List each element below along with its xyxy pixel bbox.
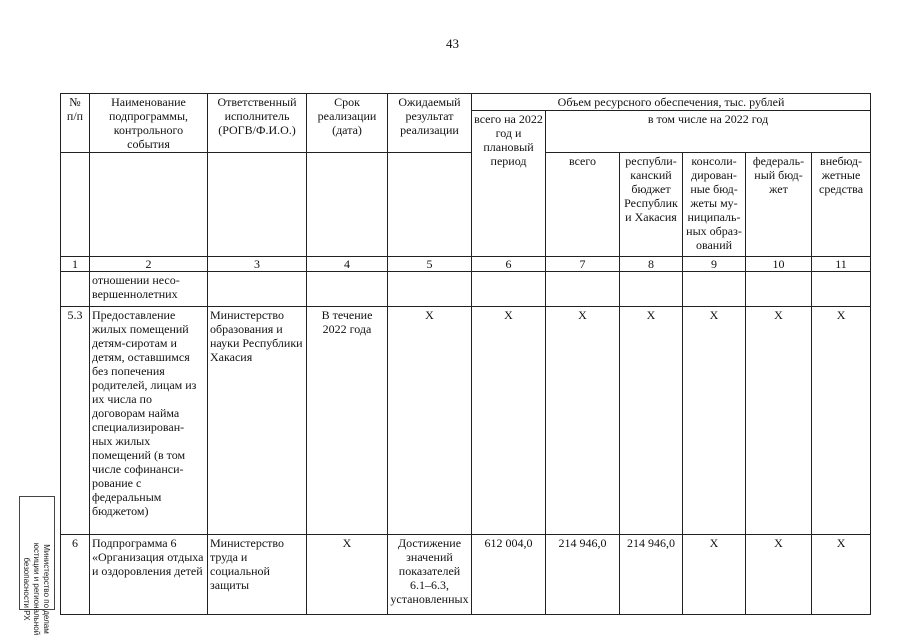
col-header-extrabudget: внебюд- жетные средства [812, 153, 871, 257]
col-header-incl-2022: в том числе на 2022 год [546, 111, 871, 153]
row-term: X [307, 535, 388, 615]
page-number: 43 [446, 36, 459, 51]
row-term [307, 272, 388, 307]
header-row-3 [61, 153, 871, 257]
row-consolidated [683, 272, 746, 307]
row-name: Подпрограмма 6 «Организация отдыха и оздоровления детей [90, 535, 208, 615]
col-header-sub-total: всего [546, 153, 620, 257]
column-number: 9 [683, 257, 746, 272]
row-extrabudget: X [812, 535, 871, 615]
row-name: Предоставление жилых помещений детям-сиротам и детям, оставшимся без попечения родителей, лицам из их числа по договорам найма специализирован- ных жилых помещений (в том числе софинанси- рование с федеральным бюджетом) [90, 307, 208, 535]
column-number: 8 [620, 257, 683, 272]
table-row [61, 272, 871, 307]
col-header-executor: Ответственный исполнитель (РОГВ/Ф.И.О.) [208, 94, 307, 153]
col-header-resources: Объем ресурсного обеспечения, тыс. рублей [472, 94, 871, 111]
row-republican: X [620, 307, 683, 535]
row-total [472, 272, 546, 307]
row-federal: X [746, 535, 812, 615]
row-num: 5.3 [61, 307, 90, 535]
row-republican [620, 272, 683, 307]
column-number: 6 [472, 257, 546, 272]
row-executor: Министерство образования и науки Республики Хакасия [208, 307, 307, 535]
row-num: 6 [61, 535, 90, 615]
col-header-consolidated: консоли- дирован- ные бюд- жеты му- ниципаль- ных образ- ований [683, 153, 746, 257]
resource-plan-table [60, 93, 871, 615]
column-number: 7 [546, 257, 620, 272]
row-consolidated: X [683, 307, 746, 535]
row-result: Достижение значений показателей 6.1–6.3, установленных [388, 535, 472, 615]
row-executor: Министерство труда и социальной защиты [208, 535, 307, 615]
row-total: X [472, 307, 546, 535]
row-executor [208, 272, 307, 307]
header-row-1 [61, 94, 871, 111]
table-row [61, 535, 871, 615]
col-header-name: Наименование подпрограммы, контрольного события [90, 94, 208, 153]
row-term: В течение 2022 года [307, 307, 388, 535]
column-number: 2 [90, 257, 208, 272]
row-result: X [388, 307, 472, 535]
row-sub-total: X [546, 307, 620, 535]
col-header-name-blank [90, 153, 208, 257]
col-header-term-blank [307, 153, 388, 257]
row-extrabudget [812, 272, 871, 307]
col-header-num: № п/п [61, 94, 90, 153]
col-header-federal: федераль- ный бюд- жет [746, 153, 812, 257]
ministry-stamp-text: Министерство по делам юстиции и региональной безопасности РХ [22, 542, 51, 636]
column-number: 11 [812, 257, 871, 272]
row-federal [746, 272, 812, 307]
column-numbers-row [61, 257, 871, 272]
col-header-result-blank [388, 153, 472, 257]
column-number: 4 [307, 257, 388, 272]
col-header-executor-blank [208, 153, 307, 257]
table-row [61, 307, 871, 535]
row-num [61, 272, 90, 307]
row-consolidated: X [683, 535, 746, 615]
row-sub-total: 214 946,0 [546, 535, 620, 615]
column-number: 10 [746, 257, 812, 272]
row-total: 612 004,0 [472, 535, 546, 615]
col-header-num-blank [61, 153, 90, 257]
row-federal: X [746, 307, 812, 535]
col-header-total: всего на 2022 год и плановый период [472, 111, 546, 257]
column-number: 5 [388, 257, 472, 272]
col-header-term: Срок реализации (дата) [307, 94, 388, 153]
column-number: 1 [61, 257, 90, 272]
col-header-republican: республи- канский бюджет Республики Хакасия [620, 153, 683, 257]
col-header-result: Ожидаемый результат реализации [388, 94, 472, 153]
row-extrabudget: X [812, 307, 871, 535]
row-sub-total [546, 272, 620, 307]
row-name: отношении несо- вершеннолетних [90, 272, 208, 307]
column-number: 3 [208, 257, 307, 272]
row-result [388, 272, 472, 307]
row-republican: 214 946,0 [620, 535, 683, 615]
